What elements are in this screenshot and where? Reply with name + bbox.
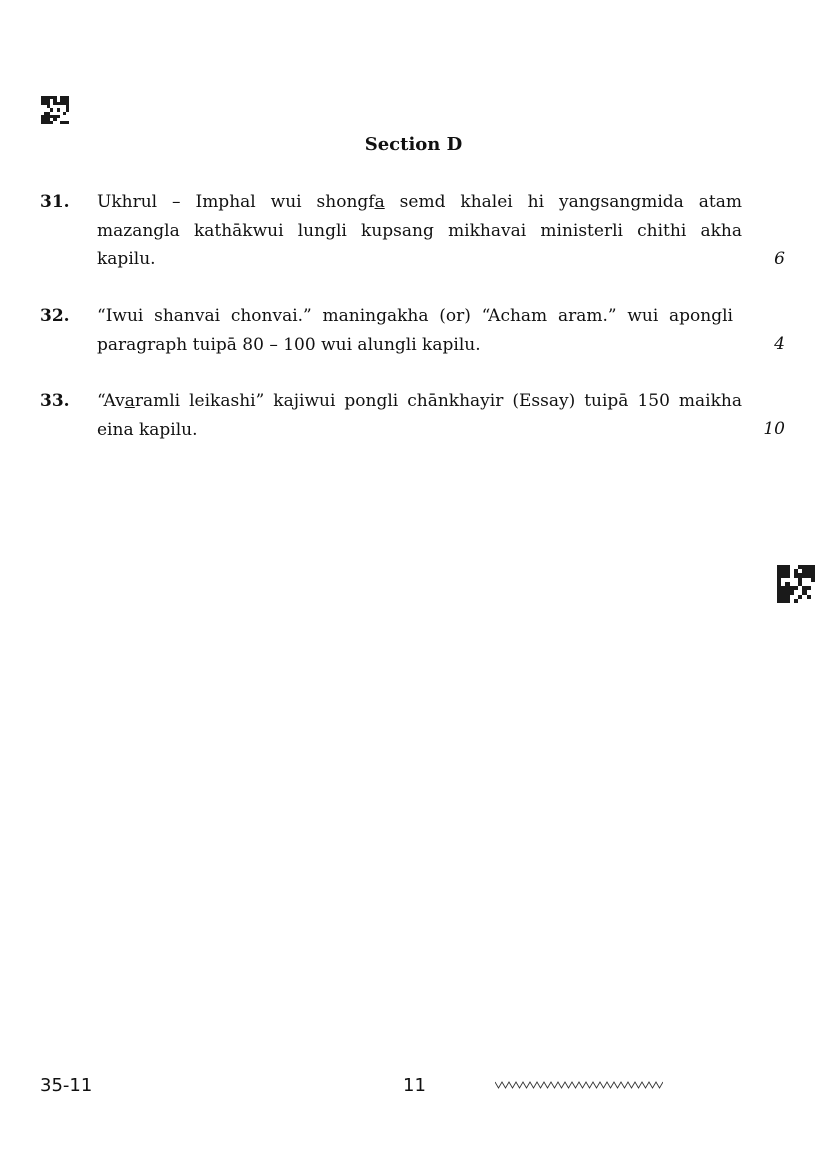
question-32 — [40, 302, 785, 362]
question-number: 31. — [40, 192, 70, 212]
question-marks: 4 — [774, 334, 785, 354]
question-text: “Iwui shanvai chonvai.” maningakha (or) “Acham aram.” wui apongli paragraph tuipā 80 – 100 wui alungli kapilu. — [97, 306, 733, 355]
qr-code-icon — [777, 565, 815, 603]
question-text: “Avaramli leikashi” kajiwui pongli chānkhayir (Essay) tuipā 150 maikha eina kapilu. — [97, 391, 742, 440]
qr-code-icon — [41, 96, 69, 124]
question-31 — [40, 188, 785, 278]
question-number: 32. — [40, 306, 70, 326]
question-marks: 10 — [763, 419, 785, 439]
question-number: 33. — [40, 391, 70, 411]
wavy-line-decoration — [495, 1080, 663, 1090]
question-marks: 6 — [774, 249, 785, 269]
section-title: Section D — [364, 134, 463, 155]
paper-code: 35-11 — [40, 1075, 93, 1096]
question-text: Ukhrul – Imphal wui shongfa semd khalei hi yangsangmida atam mazangla kathākwui lungli kupsang mikhavai ministerli chithi akha kapilu. — [97, 192, 742, 269]
page-number: 11 — [403, 1075, 426, 1096]
question-33 — [40, 387, 785, 447]
